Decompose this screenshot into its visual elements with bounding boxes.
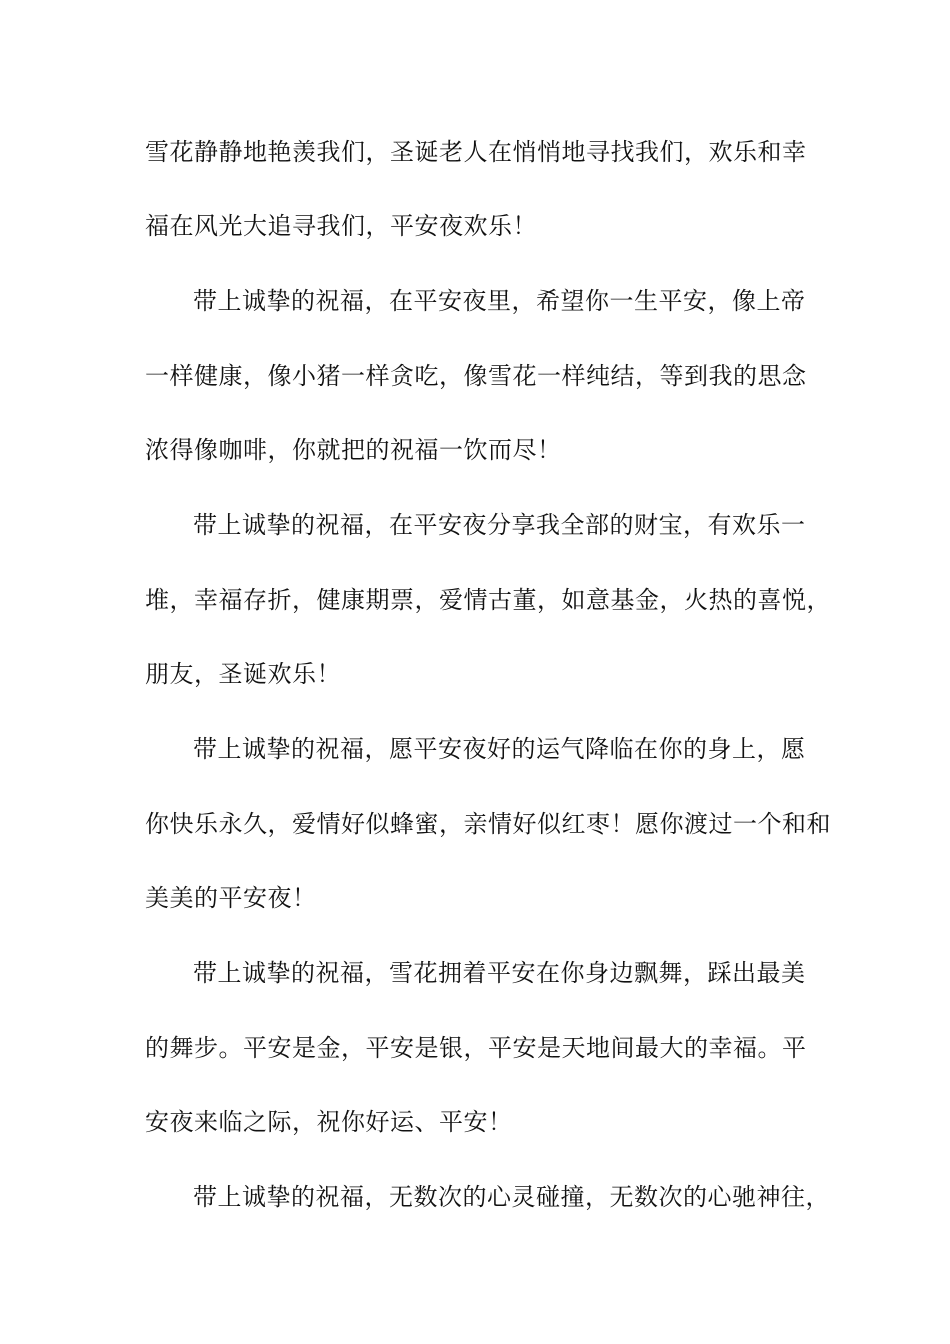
text-line-2: 福在风光大追寻我们，平安夜欢乐！: [145, 212, 537, 240]
text-line-4: 一样健康，像小猪一样贪吃，像雪花一样纯结，等到我的思念: [145, 362, 807, 390]
text-line-14: 安夜来临之际，祝你好运、平安！: [145, 1108, 513, 1136]
text-line-1: 雪花静静地艳羡我们，圣诞老人在悄悄地寻找我们，欢乐和幸: [145, 138, 807, 166]
text-line-11: 美美的平安夜！: [145, 884, 317, 912]
text-line-7: 堆，幸福存折，健康期票，爱情古董，如意基金，火热的喜悦，: [145, 586, 831, 614]
text-line-13: 的舞步。平安是金，平安是银，平安是天地间最大的幸福。平: [145, 1034, 807, 1062]
text-line-3: 带上诚挚的祝福，在平安夜里，希望你一生平安，像上帝: [193, 287, 806, 315]
text-line-12: 带上诚挚的祝福，雪花拥着平安在你身边飘舞，踩出最美: [193, 959, 806, 987]
text-line-8: 朋友，圣诞欢乐！: [145, 660, 341, 688]
text-line-10: 你快乐永久，爱情好似蜂蜜，亲情好似红枣！愿你渡过一个和和: [145, 810, 831, 838]
text-line-6: 带上诚挚的祝福，在平安夜分享我全部的财宝，有欢乐一: [193, 511, 806, 539]
text-line-15: 带上诚挚的祝福，无数次的心灵碰撞，无数次的心驰神往，: [193, 1183, 830, 1211]
text-line-9: 带上诚挚的祝福，愿平安夜好的运气降临在你的身上，愿: [193, 735, 806, 763]
text-line-5: 浓得像咖啡，你就把的祝福一饮而尽！: [145, 436, 562, 464]
